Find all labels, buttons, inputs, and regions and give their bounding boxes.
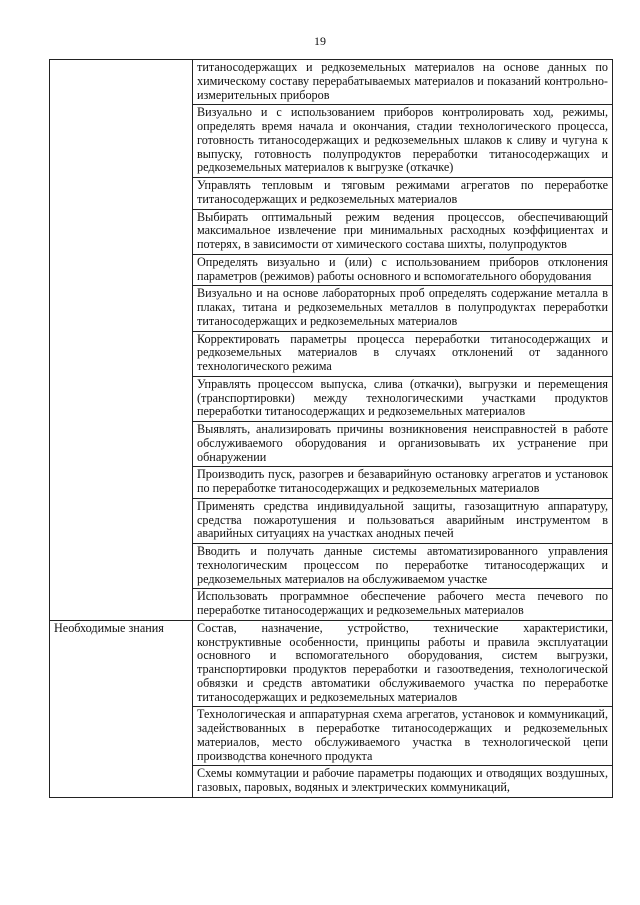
competency-table — [49, 59, 613, 798]
knowledge-item: Схемы коммутации и рабочие параметры подающих и отводящих воздушных, газовых, паровых, водяных и электрических коммуникаций, — [193, 766, 613, 798]
skill-item: Применять средства индивидуальной защиты, газозащитную аппаратуру, средства пожаротушения и пользоваться аварийным инструментом в аварийных ситуациях на участках анодных печей — [193, 498, 613, 543]
knowledge-item: Технологическая и аппаратурная схема агрегатов, установок и коммуникаций, задействованных в переработке титаносодержащих и редкоземельных материалов, место обслуживаемого участка в технологической цепи производства конечного продукта — [193, 707, 613, 766]
knowledge-item: Состав, назначение, устройство, технические характеристики, конструктивные особенности, принципы работы и правила эксплуатации основного и вспомогательного оборудования, систем выгрузки, транспортировки продуктов переработки и газоотведения, технологической обвязки и средств автоматики обслуживаемого участка по переработке титаносодержащих и редкоземельных материалов — [193, 620, 613, 707]
skill-item: Визуально и на основе лабораторных проб определять содержание металла в плаках, титана и редкоземельных металлов в полупродуктах переработки титаносодержащих и редкоземельных материалов — [193, 286, 613, 331]
skill-item: Использовать программное обеспечение рабочего места печевого по переработке титаносодержащих и редкоземельных материалов — [193, 589, 613, 621]
knowledge-label-cell: Необходимые знания — [50, 620, 193, 797]
skill-item: Управлять процессом выпуска, слива (откачки), выгрузки и перемещения (транспортировки) между технологическими участками продуктов переработки титаносодержащих и редкоземельных материалов — [193, 376, 613, 421]
page-number: 19 — [314, 34, 326, 48]
skill-item: Выявлять, анализировать причины возникновения неисправностей в работе обслуживаемого оборудования и организовывать их устранение при обнаружении — [193, 422, 613, 467]
skill-item: Вводить и получать данные системы автоматизированного управления технологическим процессом по переработке титаносодержащих и редкоземельных материалов на обслуживаемом участке — [193, 544, 613, 589]
skill-item: Визуально и с использованием приборов контролировать ход, режимы, определять время начала и окончания, стадии технологического процесса, готовность титаносодержащих и редкоземельных шлаков к сливу и чугуна к выпуску, готовность полупродуктов переработки титаносодержащих и редкоземельных материалов к выгрузке (откачке) — [193, 105, 613, 178]
skill-item: Производить пуск, разогрев и безаварийную остановку агрегатов и установок по переработке титаносодержащих и редкоземельных материалов — [193, 467, 613, 499]
skill-item: Выбирать оптимальный режим ведения процессов, обеспечивающий максимальное извлечение при минимальных расходных коэффициентах и потерях, в зависимости от химического состава шихты, полупродуктов — [193, 209, 613, 254]
table-row — [50, 60, 613, 105]
skill-item: титаносодержащих и редкоземельных материалов на основе данных по химическому составу перерабатываемых материалов и показаний контрольно-измерительных приборов — [193, 60, 613, 105]
table-row — [50, 620, 613, 707]
skill-item: Управлять тепловым и тяговым режимами агрегатов по переработке титаносодержащих и редкоземельных материалов — [193, 178, 613, 210]
skill-item: Корректировать параметры процесса переработки титаносодержащих и редкоземельных материалов в случаях отклонений от заданного технологического режима — [193, 331, 613, 376]
skill-item: Определять визуально и (или) с использованием приборов отклонения параметров (режимов) работы основного и вспомогательного оборудования — [193, 254, 613, 286]
skills-label-cell — [50, 60, 193, 621]
